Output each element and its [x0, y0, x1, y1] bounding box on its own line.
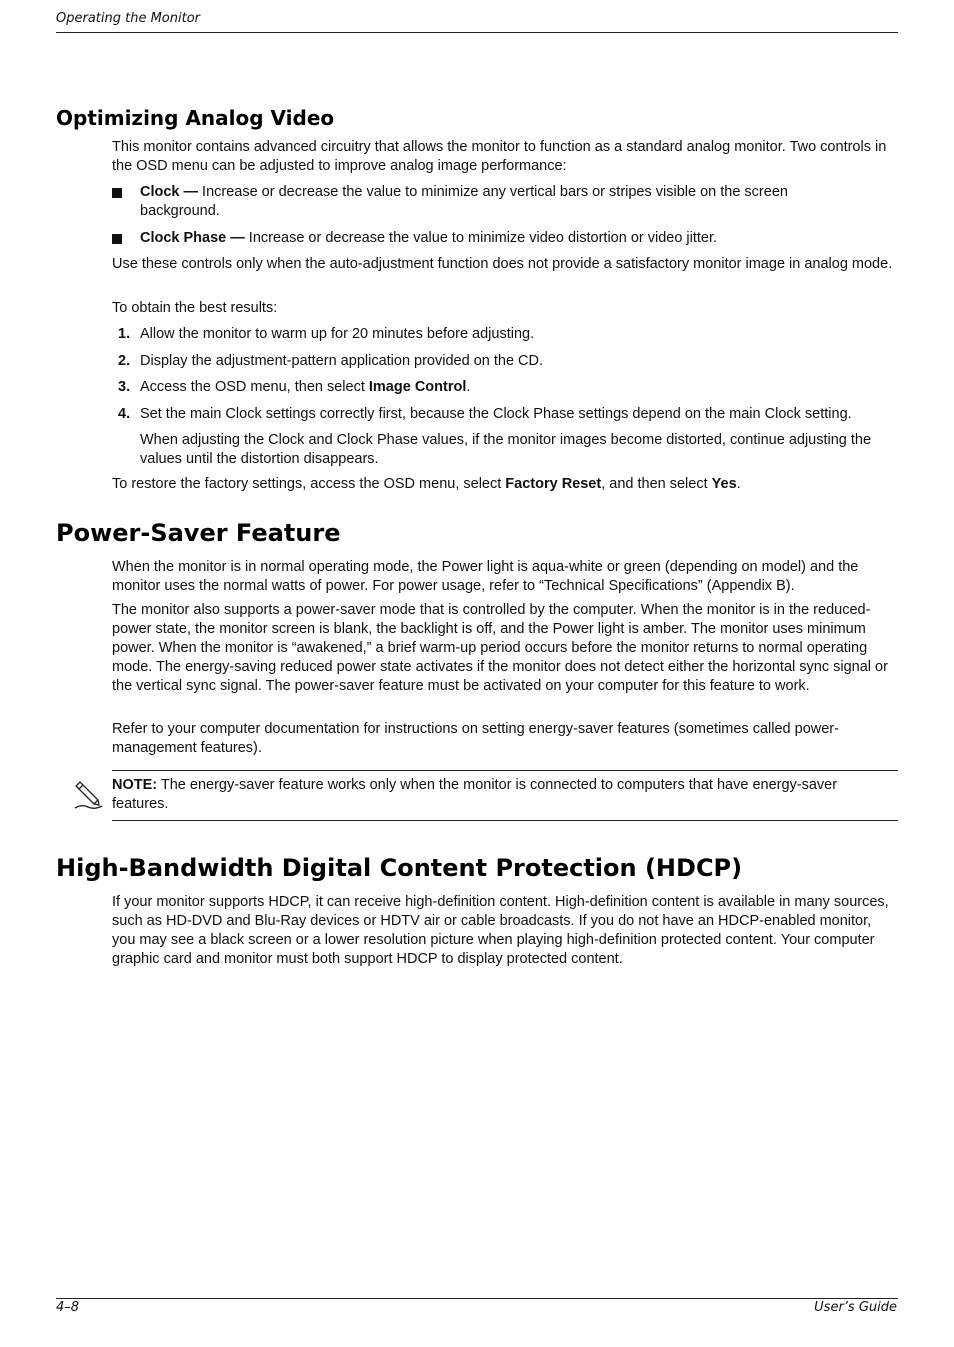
bullet-square-icon: [112, 188, 122, 198]
note-paragraph: [112, 776, 882, 814]
section-title-analog: Optimizing Analog Video: [56, 106, 335, 130]
pencil-note-icon: [72, 778, 106, 812]
hdcp-paragraph: If your monitor supports HDCP, it can receive high-definition content. High-definition content is available in many sources, such as HD-DVD and Blu-Ray devices or HDTV air or cable broadcasts. If you do not have an HDCP-enabled monitor, you may see a black screen or a lower resolution picture when playing high-definition protected content. Your computer graphic card and monitor must both support HDCP to display protected content.: [112, 894, 889, 967]
best-results-paragraph: To obtain the best results:: [112, 300, 278, 316]
note-bottom-rule: [112, 820, 898, 821]
bullet-term: Clock —: [140, 184, 199, 200]
power-paragraph-3: Refer to your computer documentation for instructions on setting energy-saver features (sometimes called power-management features).: [112, 721, 839, 756]
step-text: Set the main Clock settings correctly first, because the Clock Phase settings depend on the main Clock setting.: [140, 406, 852, 422]
note-label: NOTE:: [112, 777, 158, 793]
guide-name: User’s Guide: [814, 1300, 897, 1315]
restore-text-after: .: [736, 476, 741, 492]
power-paragraph-1: When the monitor is in normal operating mode, the Power light is aqua-white or green (depending on model) and the monitor uses the normal watts of power. For power usage, refer to “Technical Specifications” (Appendix B).: [112, 559, 859, 594]
step-bold-term: Image Control: [368, 379, 467, 395]
note-text: The energy-saver feature works only when the monitor is connected to computers that have energy-saver features.: [112, 777, 838, 812]
step-number: 1.: [118, 326, 131, 342]
restore-text-middle: , and then select: [601, 476, 712, 492]
step-number: 2.: [118, 353, 131, 369]
section-title-hdcp: High-Bandwidth Digital Content Protection (HDCP): [56, 854, 743, 882]
use-controls-paragraph: Use these controls only when the auto-adjustment function does not provide a satisfactory monitor image in analog mode.: [112, 256, 893, 272]
page-number: 4–8: [56, 1300, 80, 1315]
step-text-after: .: [466, 379, 471, 395]
bullet-term: Clock Phase —: [140, 230, 245, 246]
power-paragraph-2: The monitor also supports a power-saver mode that is controlled by the computer. When the monitor is in the reduced-power state, the monitor screen is blank, the backlight is off, and the Power light is amber. The monitor uses minimum power. When the monitor is “awakened,” a brief warm-up period occurs before the monitor returns to normal operating mode. The energy-saving reduced power state activates if the monitor does not detect either the horizontal sync signal or the vertical sync signal. The power-saver feature must be activated on your computer for this feature to work.: [112, 602, 888, 694]
yes-term: Yes: [711, 476, 737, 492]
section-title-power: Power-Saver Feature: [56, 519, 341, 547]
step-number: 4.: [118, 406, 131, 422]
step-text: Access the OSD menu, then select: [140, 379, 369, 395]
analog-intro: This monitor contains advanced circuitry that allows the monitor to function as a standard analog monitor. Two controls in the OSD menu can be adjusted to improve analog image performance:: [112, 139, 887, 174]
footer-rule: [56, 1298, 898, 1299]
factory-reset-term: Factory Reset: [505, 476, 602, 492]
note-top-rule: [112, 770, 898, 771]
bullet-text: Increase or decrease the value to minimize video distortion or video jitter.: [244, 230, 718, 246]
step-number: 3.: [118, 379, 131, 395]
bullet-text: Increase or decrease the value to minimize any vertical bars or stripes visible on the screen background.: [140, 184, 788, 219]
restore-paragraph: [112, 475, 898, 494]
header-rule: [56, 32, 898, 33]
step-followup-text: When adjusting the Clock and Clock Phase values, if the monitor images become distorted, continue adjusting the values until the distortion disappears.: [140, 432, 872, 467]
running-header: Operating the Monitor: [56, 11, 201, 26]
step-text: Display the adjustment-pattern application provided on the CD.: [140, 353, 544, 369]
restore-text: To restore the factory settings, access the OSD menu, select: [112, 476, 506, 492]
step-text: Allow the monitor to warm up for 20 minutes before adjusting.: [140, 326, 535, 342]
bullet-square-icon: [112, 234, 122, 244]
